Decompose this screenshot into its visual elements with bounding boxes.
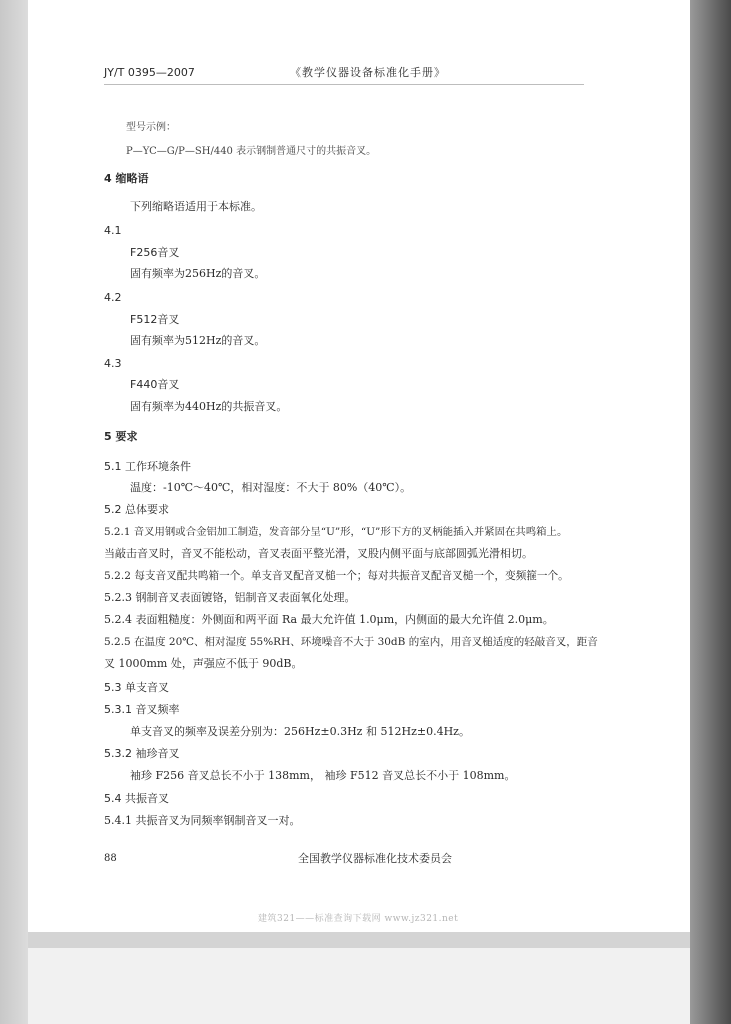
next-page-preview xyxy=(28,948,690,1024)
section-4-2-definition: 固有频率为512Hz的音叉。 xyxy=(130,334,266,347)
section-5-3-2-text: 袖珍 F256 音叉总长不小于 138mm， 袖珍 F512 音叉总长不小于 108mm。 xyxy=(130,769,516,782)
page-number: 88 xyxy=(104,853,117,864)
section-5-2-5-line1: 5.2.5 在温度 20℃、相对湿度 55%RH、环境噪音不大于 30dB 的室内，用音叉槌适度的轻敲音叉，距音 xyxy=(104,636,598,648)
section-5-2-2: 5.2.2 每支音叉配共鸣箱一个。单支音叉配音叉槌一个；每对共振音叉配音叉槌一个，变频箍一个。 xyxy=(104,570,569,582)
watermark-text: 建筑321——标准查询下载网 www.jz321.net xyxy=(258,914,459,924)
section-5-2-5-line2: 叉 1000mm 处，声强应不低于 90dB。 xyxy=(104,657,303,670)
section-5-2-3: 5.2.3 钢制音叉表面镀铬，铝制音叉表面氧化处理。 xyxy=(104,591,356,604)
footer-organization: 全国教学仪器标准化技术委员会 xyxy=(298,852,452,865)
section-4-3-definition: 固有频率为440Hz的共振音叉。 xyxy=(130,400,288,413)
section-4-2-term: F512音叉 xyxy=(130,313,180,326)
section-4-1-number: 4.1 xyxy=(104,224,122,237)
section-4-heading: 4 缩略语 xyxy=(104,172,149,185)
section-5-2-heading: 5.2 总体要求 xyxy=(104,503,169,516)
section-5-1-heading: 5.1 工作环境条件 xyxy=(104,460,191,473)
section-4-3-term: F440音叉 xyxy=(130,378,180,391)
section-4-intro: 下列缩略语适用于本标准。 xyxy=(130,200,262,213)
section-5-2-1-line1: 5.2.1 音叉用钢或合金铝加工制造，发音部分呈“U”形，“U”形下方的叉柄能插入并紧固在共鸣箱上。 xyxy=(104,526,568,538)
section-5-4-heading: 5.4 共振音叉 xyxy=(104,792,169,805)
section-5-3-heading: 5.3 单支音叉 xyxy=(104,681,169,694)
section-5-1-text: 温度：-10℃～40℃，相对湿度：不大于 80%（40℃）。 xyxy=(130,481,412,494)
section-5-4-1: 5.4.1 共振音叉为同频率钢制音叉一对。 xyxy=(104,814,301,827)
section-4-1-term: F256音叉 xyxy=(130,246,180,259)
page-gap xyxy=(28,932,690,948)
example-label: 型号示例： xyxy=(126,122,176,133)
header-rule xyxy=(104,84,584,85)
viewer-right-shade xyxy=(690,0,731,1024)
header-standard-code: JY/T 0395—2007 xyxy=(104,66,195,79)
section-4-3-number: 4.3 xyxy=(104,357,122,370)
section-5-heading: 5 要求 xyxy=(104,430,138,443)
section-4-1-definition: 固有频率为256Hz的音叉。 xyxy=(130,267,266,280)
example-text: P—YC—G/P—SH/440 表示钢制普通尺寸的共振音叉。 xyxy=(126,146,377,157)
section-5-3-2-heading: 5.3.2 袖珍音叉 xyxy=(104,747,180,760)
section-4-2-number: 4.2 xyxy=(104,291,122,304)
section-5-2-4: 5.2.4 表面粗糙度：外侧面和两平面 Ra 最大允许值 1.0μm，内侧面的最大允许值 2.0μm。 xyxy=(104,613,554,626)
header-book-title: 《教学仪器设备标准化手册》 xyxy=(290,66,446,79)
section-5-2-1-line2: 当敲击音叉时，音叉不能松动，音叉表面平整光滑，叉股内侧平面与底部圆弧光滑相切。 xyxy=(104,547,533,560)
section-5-3-1-text: 单支音叉的频率及误差分别为：256Hz±0.3Hz 和 512Hz±0.4Hz。 xyxy=(130,725,470,738)
section-5-3-1-heading: 5.3.1 音叉频率 xyxy=(104,703,180,716)
